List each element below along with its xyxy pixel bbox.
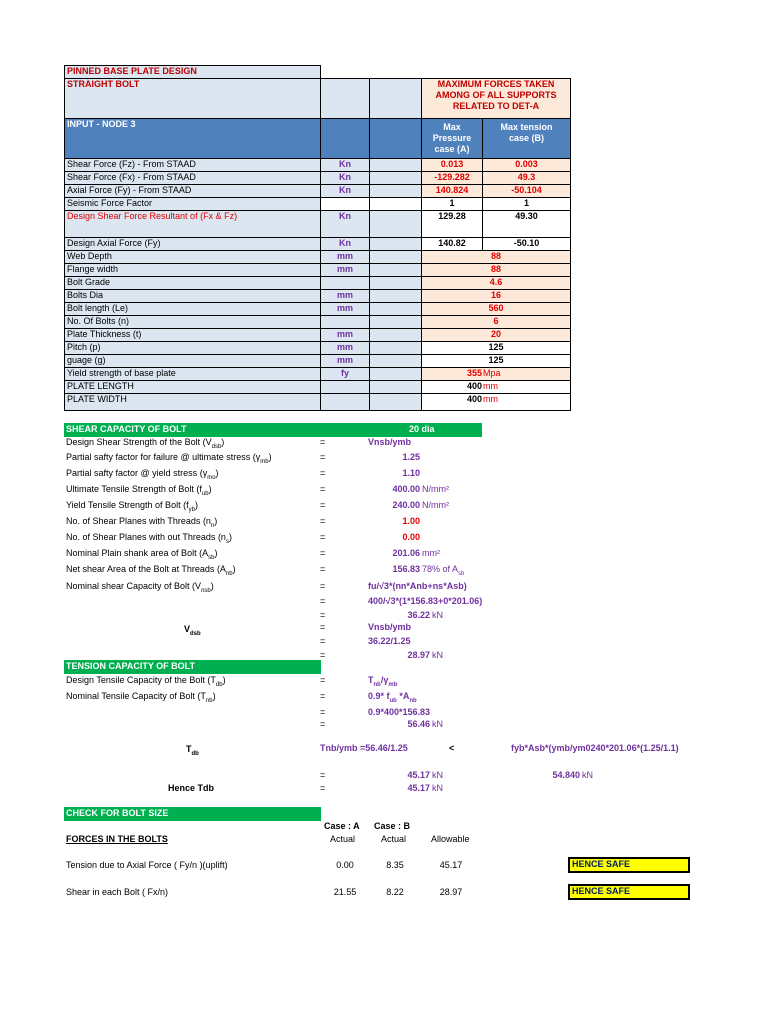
design-tensile-label: Design Tensile Capacity of the Bolt $(T_{db})$ (66, 675, 226, 688)
shear-row-close: ) (232, 564, 236, 574)
equals-sign: = (320, 691, 326, 701)
shear-row-label (66, 452, 272, 468)
nominal-tensile-sub: nb (205, 697, 213, 704)
axial-fy-a: 140.824 (421, 184, 483, 198)
shear-row-close: ) (221, 437, 225, 447)
tdb-label-text: T (186, 744, 192, 754)
shear-row-label-text: No. of Shear Planes with out Threads (66, 532, 216, 542)
bolt-length-unit: mm (320, 302, 370, 316)
less-than-sign: < (449, 743, 455, 753)
shear-row-label-text: Partial safty factor for failure @ ultimate stress (66, 452, 251, 462)
shear-row-symbol: (n (217, 532, 226, 542)
shear-row-unit: 78% of $A_{sb}$ (422, 564, 465, 577)
shear-row-subscript: n (210, 522, 215, 529)
nominal-tensile-formula: 0.9* $f_{ub}$ $*A_{nb}$ (368, 691, 417, 704)
equals-sign: = (320, 581, 326, 591)
shear-row-value: 0.00 (402, 532, 420, 542)
design-shear-unit: Kn (320, 210, 370, 238)
shear-row-label (66, 564, 236, 580)
header-blank-cell (369, 118, 422, 159)
shear-row-label (66, 437, 224, 453)
shear-row-value: 201.06 (392, 548, 420, 558)
plate-thickness-label: Plate Thickness (t) (64, 328, 321, 342)
actual-b-header: Actual (381, 834, 407, 844)
pitch-value: 125 (421, 341, 571, 355)
guage-unit: mm (320, 354, 370, 368)
blank-cell (369, 197, 422, 211)
yield-strength-cell (421, 367, 571, 381)
no-of-bolts-label: No. Of Bolts (n) (64, 315, 321, 329)
plate-width-cell (421, 393, 571, 411)
shear-row-unit (422, 484, 449, 495)
web-depth-label: Web Depth (64, 250, 321, 264)
shear-fx-a: -129.282 (421, 171, 483, 185)
shear-row-unit (422, 500, 449, 511)
nominal-tensile-unit: kN (432, 719, 443, 729)
blank-cell (369, 393, 422, 411)
blank-cell (369, 263, 422, 277)
shear-each-bolt-b: 8.22 (386, 887, 404, 897)
design-tensile-label-text: Design Tensile Capacity of the Bolt (T (66, 675, 216, 685)
shear-row-symbol: (f (183, 500, 189, 510)
plate-length-label: PLATE LENGTH (64, 380, 321, 394)
blank-cell (369, 289, 422, 303)
equals-sign: = (320, 564, 326, 574)
plate-width-suffix: mm (483, 394, 498, 404)
equals-sign: = (320, 770, 326, 780)
equals-sign: = (320, 675, 326, 685)
equals-sign: = (320, 719, 326, 729)
yield-strength-value: 355 (466, 368, 482, 378)
bolts-dia-value: 16 (421, 289, 571, 303)
nominal-tensile-label: Nominal Tensile Capacity of Bolt $(T_{nb})$ (66, 691, 216, 704)
equals-sign: = (320, 622, 326, 632)
shear-row-label-text: Yield Tensile Strength of Bolt (66, 500, 181, 510)
blank-cell (320, 380, 370, 394)
shear-row-label-text: Partial safty factor @ yield stress (66, 468, 198, 478)
equals-sign: = (320, 500, 326, 510)
blank-cell (369, 237, 422, 251)
design-subtitle: STRAIGHT BOLT (64, 78, 321, 119)
shear-row-close: ) (214, 516, 218, 526)
forces-in-bolts-label: FORCES IN THE BOLTS (66, 834, 168, 844)
blank-cell (369, 276, 422, 290)
shear-row-subscript: ub (201, 490, 209, 497)
case-a-label: Case : A (324, 821, 360, 831)
equals-sign: = (320, 636, 326, 646)
actual-a-header: Actual (330, 834, 356, 844)
shear-row-close: ) (194, 500, 198, 510)
equals-sign: = (320, 707, 326, 717)
design-shear-label: Design Shear Force Resultant of (Fx & Fz) (64, 210, 321, 238)
hence-tdb-value: 45.17 (407, 783, 430, 793)
equals-sign: = (320, 610, 326, 620)
blank-cell (369, 341, 422, 355)
hence-tdb-label: Hence Tdb (168, 783, 215, 793)
tension-axial-a: 0.00 (336, 860, 354, 870)
axial-fy-b: -50.104 (482, 184, 571, 198)
bolts-dia-label: Bolts Dia (64, 289, 321, 303)
shear-row-value: 240.00 (392, 500, 420, 510)
design-axial-unit: Kn (320, 237, 370, 251)
no-of-bolts-value: 6 (421, 315, 571, 329)
equals-sign: = (320, 484, 326, 494)
shear-row-label-text: Design Shear Strength of the Bolt (66, 437, 201, 447)
pitch-label: Pitch (p) (64, 341, 321, 355)
nominal-tensile-sub-formula: 0.9*400*156.83 (368, 707, 431, 717)
case-b-header: Max tension case (B) (482, 118, 571, 159)
nominal-shear-label-text: Nominal shear Capacity of Bolt (V (66, 581, 202, 591)
bolt-grade-value: 4.6 (421, 276, 571, 290)
design-tensile-formula-t: T (368, 675, 374, 685)
shear-row-symbol: (f (196, 484, 202, 494)
equals-sign: = (320, 596, 326, 606)
shear-fz-unit: Kn (320, 158, 370, 172)
shear-fz-label: Shear Force (Fz) - From STAAD (64, 158, 321, 172)
guage-label: guage (g) (64, 354, 321, 368)
yield-strength-label: Yield strength of base plate (64, 367, 321, 381)
hence-safe-badge-tension: HENCE SAFE (568, 857, 690, 873)
plate-thickness-unit: mm (320, 328, 370, 342)
shear-row-label (66, 516, 217, 532)
shear-each-bolt-allow: 28.97 (439, 887, 463, 897)
vdsb-formula: Vnsb/ymb (368, 622, 412, 632)
shear-heading-text: SHEAR CAPACITY OF BOLT (66, 424, 187, 434)
shear-capacity-heading (64, 423, 482, 437)
shear-row-symbol: (A (216, 564, 226, 574)
shear-row-subscript: yb (188, 506, 195, 513)
blank-cell (369, 354, 422, 368)
shear-row-close: ) (228, 532, 232, 542)
bolt-dia-badge: 20 dia (409, 424, 435, 434)
design-shear-b: 49.30 (482, 210, 571, 238)
shear-row-value: 1.10 (402, 468, 420, 478)
input-node-label: INPUT - NODE 3 (64, 118, 321, 159)
design-title: PINNED BASE PLATE DESIGN (64, 65, 321, 79)
nominal-shear-sub: nsb (201, 587, 211, 594)
tension-axial-label: Tension due to Axial Force ( Fy/n )(uplift) (66, 860, 228, 870)
shear-row-label (66, 484, 212, 500)
nominal-tensile-value: 56.46 (407, 719, 430, 729)
hence-tdb-unit: kN (432, 783, 443, 793)
shear-row-subscript: s (225, 538, 229, 545)
vdsb-sub-formula: 36.22/1.25 (368, 636, 411, 646)
equals-sign: = (320, 468, 326, 478)
blank-cell (369, 328, 422, 342)
shear-row-subscript: sb (208, 554, 215, 561)
nominal-tensile-formula-text: 0.9* f (368, 691, 390, 701)
vdsb-sub: dsb (190, 630, 201, 637)
flange-width-label: Flange width (64, 263, 321, 277)
bolt-length-label: Bolt length (Le) (64, 302, 321, 316)
nominal-tensile-label-text: Nominal Tensile Capacity of Bolt (T (66, 691, 206, 701)
shear-fz-a: 0.013 (421, 158, 483, 172)
nominal-shear-sub-formula: 400/√3*(1*156.83+0*201.06) (368, 596, 483, 606)
blank-cell (369, 158, 422, 172)
equals-sign: = (320, 532, 326, 542)
seismic-label: Seismic Force Factor (64, 197, 321, 211)
shear-row-value: 400.00 (392, 484, 420, 494)
blank-cell (369, 367, 422, 381)
blank-cell (320, 315, 370, 329)
shear-row-symbol: (V (202, 437, 212, 447)
header-blank-cell (369, 78, 422, 119)
blank-cell (320, 276, 370, 290)
vdsb-unit: kN (432, 650, 443, 660)
shear-row-subscript: nb (225, 570, 233, 577)
shear-row-subscript: mb (260, 458, 269, 465)
shear-row-label (66, 500, 198, 516)
header-blank-cell (320, 78, 370, 119)
shear-row-symbol: (γ (199, 468, 208, 478)
equals-sign: = (320, 650, 326, 660)
tdb-value: 45.17 (407, 770, 430, 780)
shear-each-bolt-label: Shear in each Bolt ( Fx/n) (66, 887, 169, 897)
tdb-unit: kN (432, 770, 443, 780)
header-unit-cell (320, 118, 370, 159)
shear-row-value: 156.83 (392, 564, 420, 574)
shear-row-unit-text: mm² (422, 548, 440, 558)
nominal-shear-unit: kN (432, 610, 443, 620)
shear-row-symbol: (n (202, 516, 211, 526)
blank-cell (369, 302, 422, 316)
shear-each-bolt-a: 21.55 (333, 887, 357, 897)
shear-row-close: ) (208, 484, 212, 494)
web-depth-unit: mm (320, 250, 370, 264)
design-axial-a: 140.82 (421, 237, 483, 251)
design-tensile-sub: db (215, 681, 223, 688)
shear-row-label (66, 468, 219, 484)
yield-strength-suffix: Mpa (483, 368, 501, 378)
tdb-label (186, 744, 199, 760)
axial-fy-label: Axial Force (Fy) - From STAAD (64, 184, 321, 198)
design-shear-a: 129.28 (421, 210, 483, 238)
design-axial-b: -50.10 (482, 237, 571, 251)
check-bolt-heading: CHECK FOR BOLT SIZE (64, 807, 321, 821)
case-a-header: Max Pressure case (A) (421, 118, 483, 159)
vdsb-value: 28.97 (407, 650, 430, 660)
nominal-shear-label: Nominal shear Capacity of Bolt $(V_{nsb})$ (66, 581, 214, 594)
plate-length-value: 400 (466, 381, 482, 391)
plate-width-value: 400 (466, 394, 482, 404)
pitch-unit: mm (320, 341, 370, 355)
shear-row-unit-text: N/mm² (422, 484, 449, 494)
blank-cell (369, 171, 422, 185)
design-axial-label: Design Axial Force (Fy) (64, 237, 321, 251)
shear-fx-unit: Kn (320, 171, 370, 185)
flange-width-value: 88 (421, 263, 571, 277)
shear-row-subscript: dsb (211, 443, 222, 450)
vdsb-label-text: V (184, 624, 191, 634)
blank-cell (369, 250, 422, 264)
equals-sign: = (320, 452, 326, 462)
tdb-alt-unit: kN (582, 770, 593, 780)
blank-cell (369, 380, 422, 394)
shear-row-unit (422, 548, 440, 559)
shear-row-symbol: (γ (252, 452, 261, 462)
shear-row-label-text: Ultimate Tensile Strength of Bolt (66, 484, 194, 494)
shear-fz-b: 0.003 (482, 158, 571, 172)
tension-axial-allow: 45.17 (439, 860, 463, 870)
shear-row-label (66, 532, 232, 548)
shear-row-value: 1.25 (402, 452, 420, 462)
nominal-shear-value: 36.22 (407, 610, 430, 620)
plate-length-cell (421, 380, 571, 394)
plate-width-label: PLATE WIDTH (64, 393, 321, 411)
shear-row-label-text: Net shear Area of the Bolt at Threads (66, 564, 215, 574)
equals-sign: = (320, 783, 326, 793)
bolts-dia-unit: mm (320, 289, 370, 303)
shear-row-close: ) (268, 452, 272, 462)
tdb-alt-formula: fyb*Asb*(ymb/ym0240*201.06*(1.25/1.1) (511, 743, 679, 753)
shear-row-subscript: mo (207, 474, 216, 481)
shear-row-close: ) (215, 468, 219, 478)
shear-row-unit-text: 78% of A (422, 564, 459, 574)
shear-fx-b: 49.3 (482, 171, 571, 185)
flange-width-unit: mm (320, 263, 370, 277)
shear-row-value: Vnsb/ymb (368, 437, 412, 447)
equals-sign: = (320, 548, 326, 558)
plate-thickness-value: 20 (421, 328, 571, 342)
plate-length-suffix: mm (483, 381, 498, 391)
tension-axial-b: 8.35 (386, 860, 404, 870)
blank-cell (369, 184, 422, 198)
shear-row-unit-text: N/mm² (422, 500, 449, 510)
max-forces-note: MAXIMUM FORCES TAKEN AMONG OF ALL SUPPORTS RELATED TO DET-A (421, 78, 571, 119)
tdb-alt-value: 54.840 (552, 770, 580, 780)
seismic-b: 1 (482, 197, 571, 211)
design-tensile-formula: $T_{nb}/\gamma_{mb}$ (368, 675, 398, 688)
shear-row-label (66, 548, 217, 564)
web-depth-value: 88 (421, 250, 571, 264)
tension-capacity-heading: TENSION CAPACITY OF BOLT (64, 660, 321, 674)
blank-cell (369, 210, 422, 238)
bolt-grade-label: Bolt Grade (64, 276, 321, 290)
bolt-length-value: 560 (421, 302, 571, 316)
nominal-shear-formula: fu/√3*(nn*Anb+ns*Asb) (368, 581, 467, 591)
tdb-formula: Tnb/ymb =56.46/1.25 (320, 743, 408, 753)
equals-sign: = (320, 516, 326, 526)
blank-cell (369, 315, 422, 329)
hence-safe-badge-shear: HENCE SAFE (568, 884, 690, 900)
guage-value: 125 (421, 354, 571, 368)
blank-cell (320, 393, 370, 411)
shear-row-label-text: No. of Shear Planes with Threads (66, 516, 201, 526)
shear-row-label-text: Nominal Plain shank area of Bolt (66, 548, 197, 558)
tdb-sub: db (191, 750, 199, 757)
equals-sign: = (320, 437, 326, 447)
shear-row-value: 1.00 (402, 516, 420, 526)
shear-row-symbol: (A (199, 548, 209, 558)
case-b-label: Case : B (374, 821, 411, 831)
yield-strength-unit: fy (320, 367, 370, 381)
vdsb-label (184, 624, 201, 640)
shear-row-close: ) (214, 548, 218, 558)
axial-fy-unit: Kn (320, 184, 370, 198)
allowable-header: Allowable (431, 834, 470, 844)
blank-cell (320, 197, 370, 211)
shear-fx-label: Shear Force (Fx) - From STAAD (64, 171, 321, 185)
seismic-a: 1 (421, 197, 483, 211)
